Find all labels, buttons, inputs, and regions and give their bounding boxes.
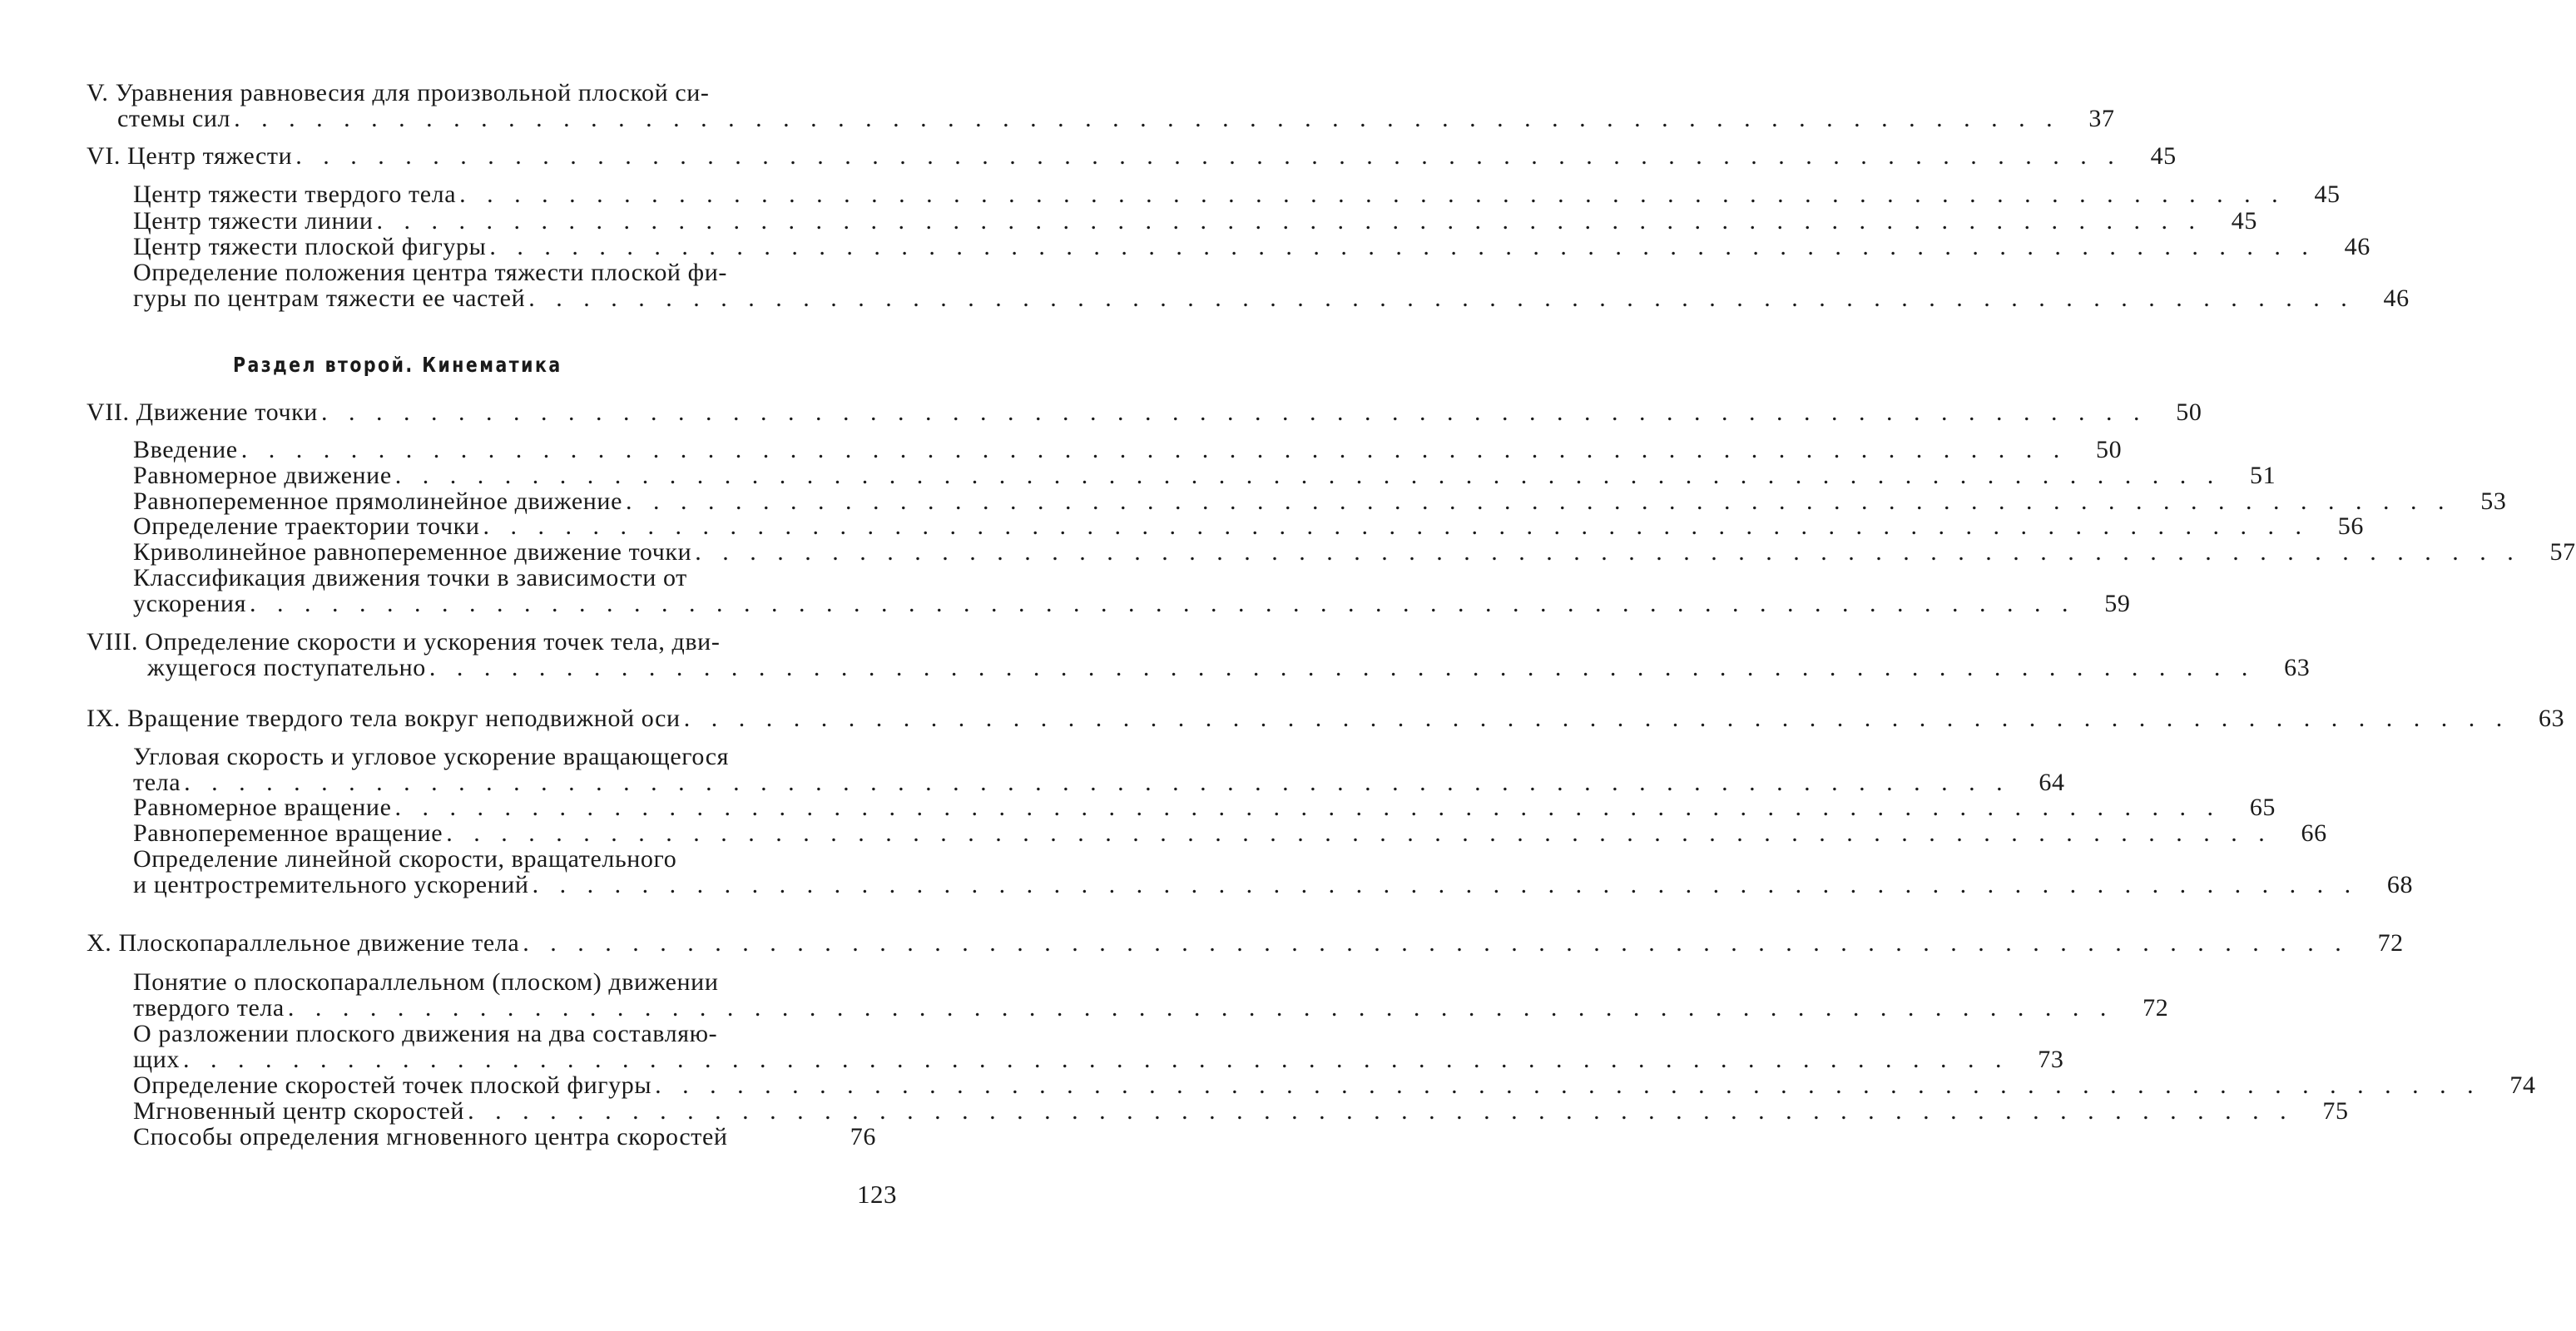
toc-page-number: 72 — [2143, 994, 2169, 1022]
toc-page-number: 46 — [2383, 285, 2410, 312]
toc-entry-text: Равномерное вращение — [133, 794, 392, 821]
leader-dots — [695, 539, 2521, 566]
toc-page-number: 53 — [2480, 487, 2507, 515]
leader-dots — [295, 143, 2122, 170]
toc-page-number: 68 — [2386, 871, 2414, 898]
toc-page-number: 50 — [2176, 398, 2202, 426]
toc-chapter-5-entry — [117, 105, 2115, 132]
toc-entry-text: IX. Вращение твердого тела вокруг неподвижной оси — [87, 705, 681, 732]
leader-dots — [468, 1098, 2294, 1125]
toc-page-number: 73 — [2038, 1046, 2064, 1073]
leader-dots — [429, 655, 2256, 681]
leader-dots — [533, 872, 2359, 898]
toc-page-number: 45 — [2231, 207, 2257, 235]
toc-entry-text: жущегося поступательно — [147, 654, 426, 681]
toc-chapter-5-title-line1: V. Уравнения равновесия для произвольной плоской си- — [87, 79, 710, 106]
leader-dots — [395, 463, 2222, 489]
toc-subentry — [133, 1071, 2536, 1099]
toc-entry-text: тела — [133, 769, 181, 796]
toc-page-number: 66 — [2301, 819, 2327, 847]
toc-page-number: 75 — [2322, 1097, 2349, 1125]
toc-page-number: 51 — [2250, 462, 2276, 489]
toc-page-number: 65 — [2249, 794, 2276, 821]
leader-dots — [321, 399, 2147, 426]
toc-page-number: 63 — [2539, 705, 2565, 732]
leader-dots — [377, 208, 2203, 235]
leader-dots — [446, 820, 2272, 847]
toc-subentry — [133, 769, 2065, 796]
toc-page-number: 59 — [2104, 590, 2131, 617]
leader-dots — [483, 513, 2310, 540]
toc-entry-text: Центр тяжести плоской фигуры — [133, 233, 487, 260]
leader-dots — [184, 769, 2010, 796]
toc-chapter-10-entry — [87, 929, 2404, 957]
toc-entry-text: X. Плоскопараллельное движение тела — [87, 929, 520, 957]
toc-subentry — [133, 462, 2276, 489]
toc-page-number: 74 — [2509, 1071, 2536, 1099]
leader-dots — [183, 1046, 2009, 1073]
toc-subentry — [133, 538, 2576, 566]
toc-subentry-line1: Угловая скорость и угловое ускорение вращающегося — [133, 743, 730, 770]
toc-page-number: 45 — [2314, 181, 2341, 208]
toc-page-number: 46 — [2344, 233, 2370, 260]
toc-subentry — [133, 181, 2341, 208]
toc-entry-text: Криволинейное равнопеременное движение точки — [133, 538, 692, 566]
toc-chapter-8-title-line1: VIII. Определение скорости и ускорения точек тела, дви- — [87, 628, 721, 656]
toc-entry-text: Равномерное движение — [133, 462, 392, 489]
toc-entry-text: Центр тяжести твердого тела — [133, 181, 457, 208]
toc-subentry — [133, 1046, 2064, 1073]
toc-page-number: 56 — [2337, 512, 2364, 540]
toc-page-number: 37 — [2088, 105, 2115, 132]
leader-dots — [250, 591, 2076, 617]
toc-entry-text: Введение — [133, 436, 238, 463]
toc-page-number: 64 — [2039, 769, 2065, 796]
toc-chapter-8-entry — [147, 654, 2311, 681]
toc-subentry-line1: Определение положения центра тяжести плоской фи- — [133, 259, 727, 286]
toc-entry-text: щих — [133, 1046, 180, 1073]
leader-dots — [655, 1072, 2481, 1099]
toc-entry-text: Определение скоростей точек плоской фигуры — [133, 1071, 652, 1099]
leader-dots — [288, 995, 2114, 1022]
toc-entry-text: гуры по центрам тяжести ее частей — [133, 285, 526, 312]
toc-subentry — [133, 819, 2327, 847]
toc-entry-text: Способы определения мгновенного центра скоростей — [133, 1123, 728, 1150]
toc-entry-text: Равнопеременное прямолинейное движение — [133, 487, 622, 515]
toc-entry-text: Центр тяжести линии — [133, 207, 374, 235]
toc-page-number: 50 — [2096, 436, 2123, 463]
leader-dots — [684, 705, 2510, 732]
leader-dots — [626, 488, 2452, 515]
toc-entry-text: ускорения — [133, 590, 246, 617]
toc-subentry — [133, 1097, 2349, 1125]
toc-subentry — [133, 994, 2169, 1022]
leader-dots — [234, 106, 2060, 132]
leader-dots — [395, 794, 2222, 821]
leader-dots — [459, 181, 2286, 208]
toc-entry-text: VI. Центр тяжести — [87, 142, 293, 170]
toc-subentry — [133, 794, 2276, 821]
toc-entry-text: и центростремительного ускорений — [133, 871, 529, 898]
toc-page-number: 63 — [2284, 654, 2311, 681]
toc-subentry-line1: Понятие о плоскопараллельном (плоском) движении — [133, 968, 719, 996]
toc-subentry — [133, 512, 2364, 540]
toc-page-number: 57 — [2549, 538, 2576, 566]
toc-page-number: 76 — [850, 1123, 876, 1150]
toc-page-number: 45 — [2150, 142, 2177, 170]
toc-subentry-line1: Определение линейной скорости, вращательного — [133, 845, 677, 873]
toc-subentry-line1: О разложении плоского движения на два составляю- — [133, 1020, 718, 1047]
toc-chapter-7-entry — [87, 398, 2202, 426]
toc-chapter-9-entry — [87, 705, 2565, 732]
page-number: 123 — [857, 1180, 897, 1209]
toc-entry-text: VII. Движение точки — [87, 398, 318, 426]
toc-entry-text: Мгновенный центр скоростей — [133, 1097, 465, 1125]
toc-entry-text: Равнопеременное вращение — [133, 819, 443, 847]
toc-page-number: 72 — [2377, 929, 2404, 957]
toc-subentry-line1: Классификация движения точки в зависимости от — [133, 564, 687, 591]
toc-chapter-6-entry — [87, 142, 2177, 170]
leader-dots — [489, 234, 2316, 260]
toc-subentry — [133, 1124, 876, 1150]
toc-subentry — [133, 487, 2507, 515]
leader-dots — [523, 930, 2349, 957]
section-heading: Раздел второй. Кинематика — [233, 353, 562, 377]
toc-subentry — [133, 590, 2131, 617]
leader-dots — [241, 437, 2068, 463]
leader-dots — [528, 285, 2355, 312]
toc-subentry — [133, 233, 2370, 260]
toc-subentry — [133, 871, 2414, 898]
toc-subentry — [133, 285, 2410, 312]
toc-subentry — [133, 436, 2123, 463]
toc-entry-text: стемы сил — [117, 105, 231, 132]
toc-entry-text: Определение траектории точки — [133, 512, 480, 540]
toc-entry-text: твердого тела — [133, 994, 285, 1022]
toc-subentry — [133, 207, 2257, 235]
